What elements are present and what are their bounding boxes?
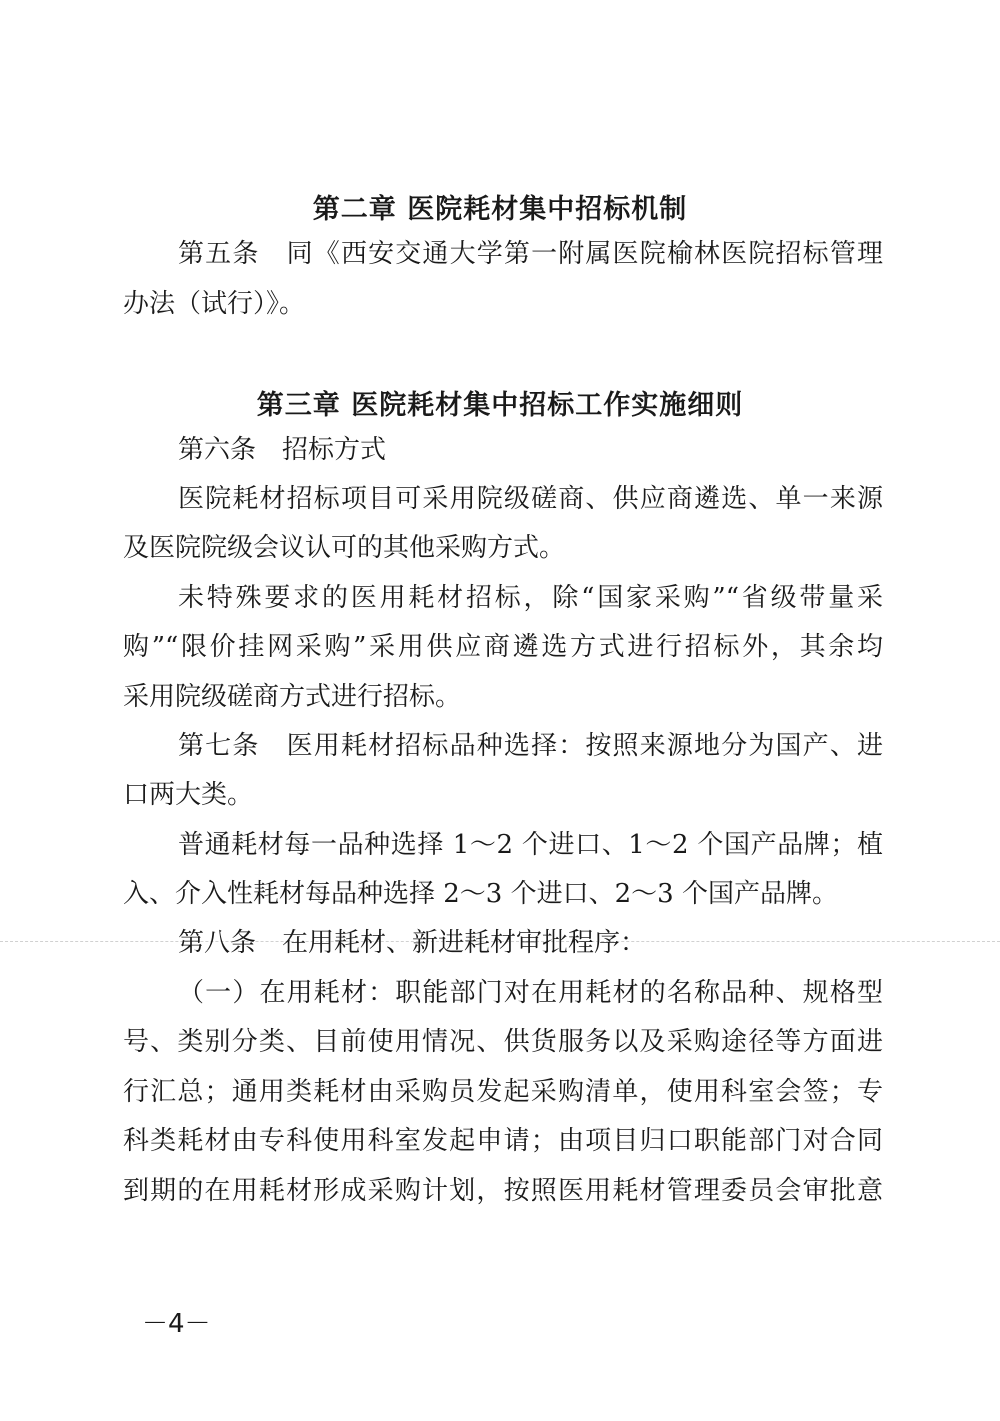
chapter-3-heading: 第三章 医院耗材集中招标工作实施细则 bbox=[256, 390, 744, 421]
article-8-item-1-line-2: 号、类别分类、目前使用情况、供货服务以及采购途径等方面进 bbox=[123, 1027, 883, 1057]
article-7-para-line-2: 入、介入性耗材每品种选择 2～3 个进口、2～3 个国产品牌。 bbox=[123, 879, 838, 909]
chapter-2-heading: 第二章 医院耗材集中招标机制 bbox=[312, 194, 688, 225]
article-7-para-line-1: 普通耗材每一品种选择 1～2 个进口、1～2 个国产品牌；植 bbox=[178, 830, 883, 860]
article-6-para-1-line-1: 医院耗材招标项目可采用院级磋商、供应商遴选、单一来源 bbox=[178, 484, 883, 514]
article-6-para-2-line-2: 购”“限价挂网采购”采用供应商遴选方式进行招标外，其余均 bbox=[123, 632, 883, 662]
article-8-title: 第八条 在用耗材、新进耗材审批程序： bbox=[178, 928, 647, 958]
article-7-line-1: 第七条 医用耗材招标品种选择：按照来源地分为国产、进 bbox=[178, 731, 883, 761]
article-8-item-1-line-3: 行汇总；通用类耗材由采购员发起采购清单，使用科室会签；专 bbox=[123, 1077, 883, 1107]
article-8-item-1-line-4: 科类耗材由专科使用科室发起申请；由项目归口职能部门对合同 bbox=[123, 1126, 883, 1156]
article-8-item-1-line-1: （一）在用耗材：职能部门对在用耗材的名称品种、规格型 bbox=[178, 978, 883, 1008]
article-5-line-1: 第五条 同《西安交通大学第一附属医院榆林医院招标管理 bbox=[178, 239, 883, 269]
page-number: －4－ bbox=[142, 1309, 211, 1339]
article-7-line-2: 口两大类。 bbox=[123, 780, 254, 810]
article-6-para-2-line-1: 未特殊要求的医用耗材招标，除“国家采购”“省级带量采 bbox=[178, 583, 883, 613]
article-6-para-1-line-2: 及医院院级会议认可的其他采购方式。 bbox=[123, 533, 566, 563]
article-6-title: 第六条 招标方式 bbox=[178, 435, 387, 465]
article-6-para-2-line-3: 采用院级磋商方式进行招标。 bbox=[123, 682, 462, 712]
article-5-line-2: 办法（试行）》。 bbox=[123, 289, 306, 319]
article-8-item-1-line-5: 到期的在用耗材形成采购计划，按照医用耗材管理委员会审批意 bbox=[123, 1176, 883, 1206]
